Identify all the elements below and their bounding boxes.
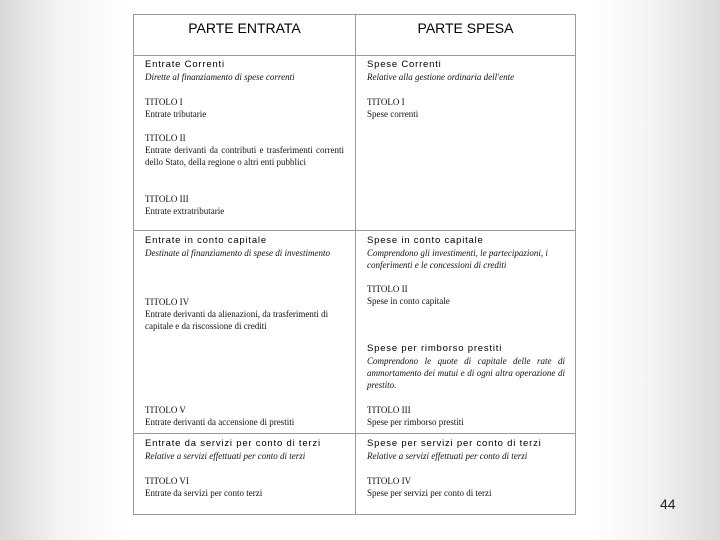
entrate-terzi-title: Entrate da servizi per conto di terzi [145,438,321,449]
titolo-label: TITOLO I [367,97,405,107]
column-divider [355,15,356,514]
spesa-titolo-1 [367,96,565,120]
entrate-correnti-section [145,59,344,83]
budget-table [133,14,576,515]
titolo-label: TITOLO IV [367,476,412,486]
titolo-text: Entrate tributarie [145,109,207,119]
titolo-text: Entrate derivanti da contributi e trasferimenti correnti dello Stato, della regione o altri enti pubblici [145,145,344,167]
spese-capitale-desc: Comprendono gli investimenti, le partecipazioni, i conferimenti e le concessioni di crediti [367,248,548,270]
header-parte-entrata: PARTE ENTRATA [188,20,301,36]
titolo-label: TITOLO III [145,194,189,204]
titolo-label: TITOLO IV [145,297,190,307]
spese-terzi-section [367,438,565,462]
spese-prestiti-title: Spese per rimborso prestiti [367,343,503,354]
titolo-text: Entrate derivanti da accensione di prestiti [145,417,295,427]
entrata-titolo-5 [145,404,344,428]
titolo-text: Spese per rimborso prestiti [367,417,464,427]
spesa-titolo-4 [367,475,565,499]
titolo-label: TITOLO I [145,97,183,107]
titolo-label: TITOLO V [145,405,186,415]
titolo-text: Spese correnti [367,109,419,119]
entrata-titolo-3 [145,193,344,217]
entrate-terzi-section [145,438,344,462]
entrata-titolo-4 [145,296,344,332]
page-number: 44 [660,496,676,512]
titolo-label: TITOLO III [367,405,411,415]
titolo-text: Entrate derivanti da alienazioni, da trasferimenti di capitale e da riscossione di crediti [145,309,329,331]
entrate-capitale-title: Entrate in conto capitale [145,235,267,246]
entrata-titolo-1 [145,96,344,120]
titolo-text: Spese in conto capitale [367,296,450,306]
titolo-label: TITOLO II [367,284,408,294]
titolo-text: Spese per servizi per conto di terzi [367,488,492,498]
entrate-capitale-section [145,235,344,259]
titolo-text: Entrate da servizi per conto terzi [145,488,263,498]
spese-capitale-title: Spese in conto capitale [367,235,484,246]
spesa-titolo-2 [367,283,565,307]
spese-prestiti-desc: Comprendono le quote di capitale delle rate di ammortamento dei mutui e di ogni altra operazione di prestito. [367,356,565,390]
entrate-correnti-title: Entrate Correnti [145,59,225,70]
entrata-titolo-6 [145,475,344,499]
entrate-terzi-desc: Relative a servizi effettuati per conto di terzi [145,451,306,461]
titolo-label: TITOLO VI [145,476,189,486]
spese-correnti-section [367,59,565,83]
spese-correnti-title: Spese Correnti [367,59,442,70]
spesa-titolo-3 [367,404,565,428]
header-divider [134,55,575,56]
spese-prestiti-section [367,343,565,391]
entrate-capitale-desc: Destinate al finanziamento di spese di investimento [145,248,330,258]
entrata-titolo-2 [145,132,344,168]
spese-terzi-desc: Relative a servizi effettuati per conto di terzi [367,451,528,461]
spese-correnti-desc: Relative alla gestione ordinaria dell'ente [367,72,515,82]
row-divider-capitale [134,433,575,434]
spese-terzi-title: Spese per servizi per conto di terzi [367,438,542,449]
header-parte-spesa: PARTE SPESA [417,20,514,36]
titolo-text: Entrate extratributarie [145,206,225,216]
entrate-correnti-desc: Dirette al finanziamento di spese correnti [145,72,295,82]
row-divider-correnti [134,230,575,231]
spese-capitale-section [367,235,565,271]
titolo-label: TITOLO II [145,133,186,143]
